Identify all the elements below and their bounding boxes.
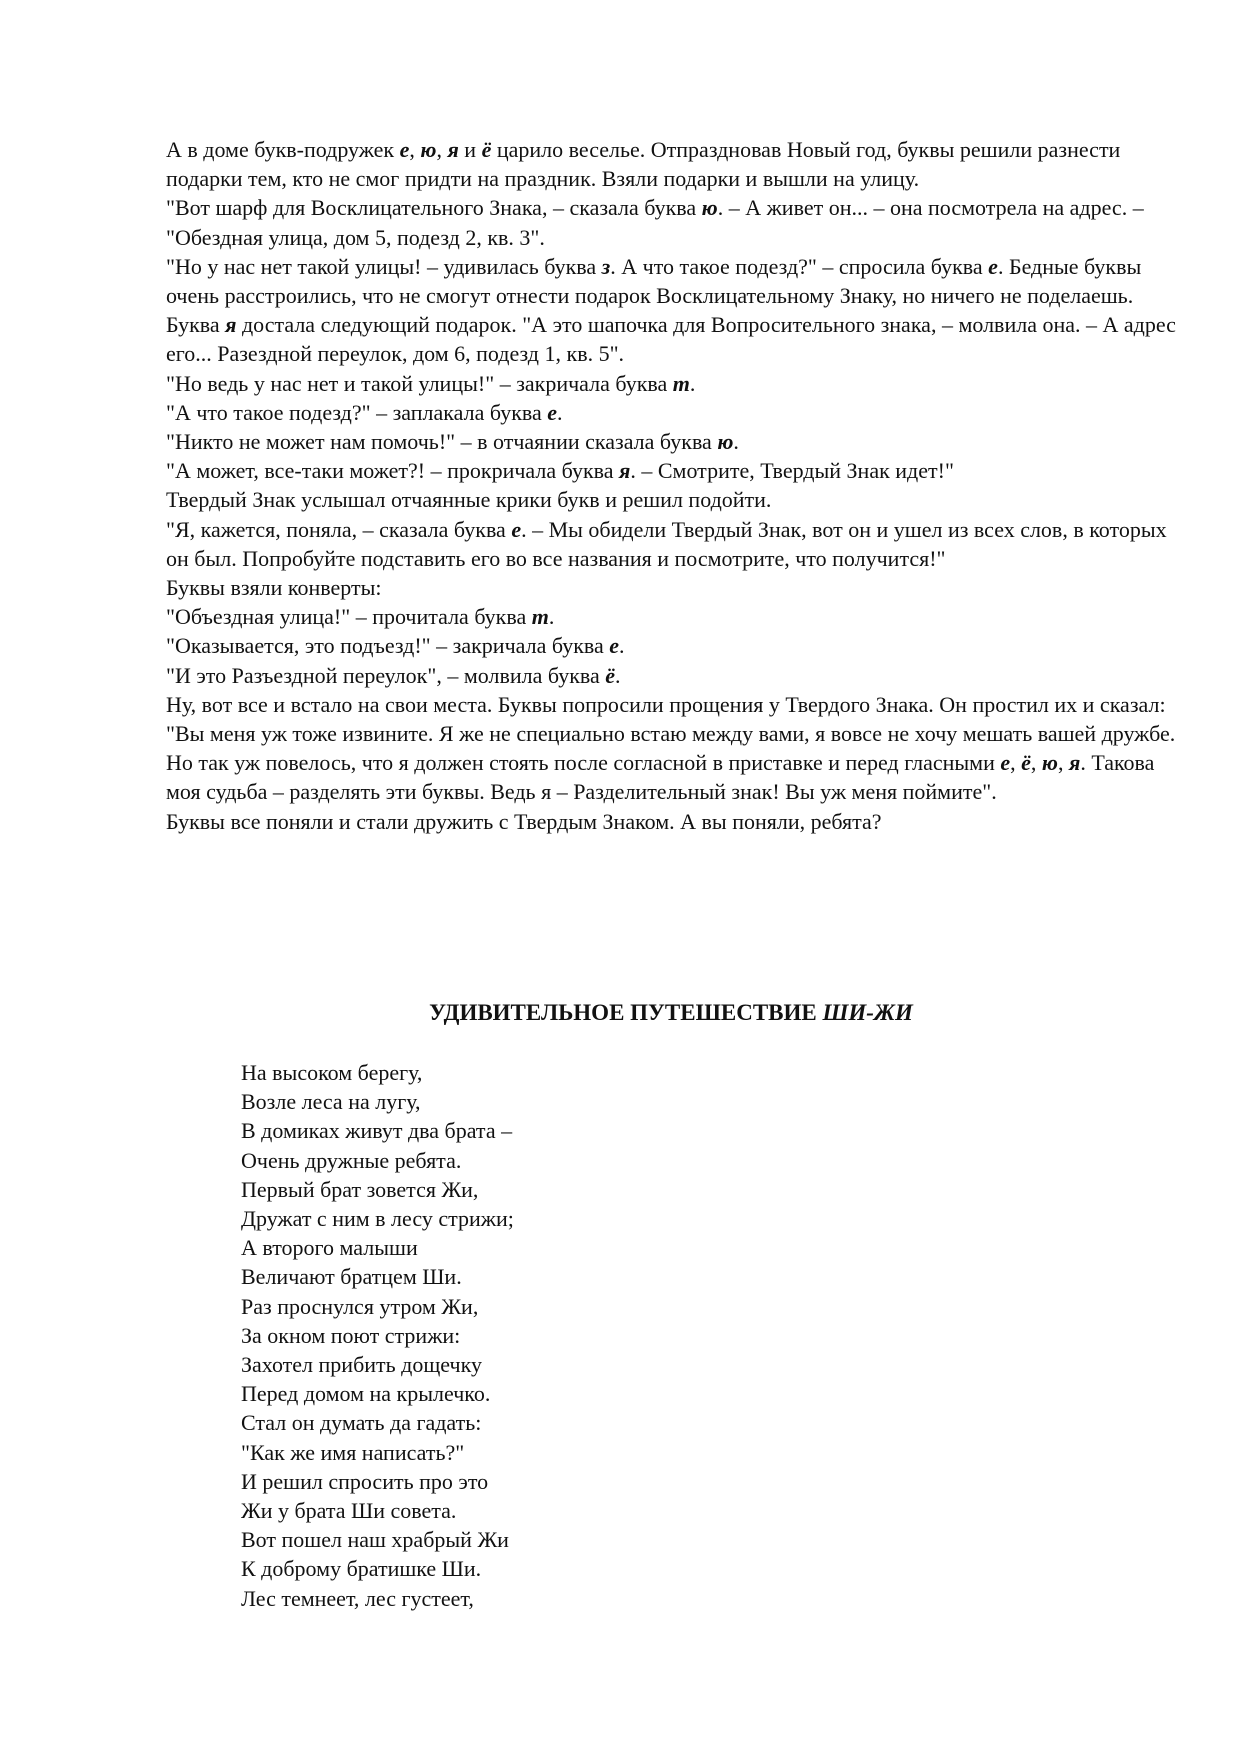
- letter-highlight: е: [609, 633, 620, 659]
- poem-line: Вот пошел наш храбрый Жи: [241, 1527, 509, 1553]
- story-paragraph: Твердый Знак услышал отчаянные крики букв и решил подойти.: [166, 487, 772, 513]
- poem-line: На высоком берегу,: [241, 1060, 423, 1085]
- poem-line: Захотел прибить дощечку: [241, 1352, 482, 1378]
- section-title: [166, 998, 1176, 1028]
- story-paragraph: "А может, все-таки может?! – прокричала буква я. – Смотрите, Твердый Знак идет!": [166, 458, 954, 484]
- poem-line: Первый брат зовется Жи,: [241, 1176, 479, 1202]
- letter-highlight: ё: [605, 662, 616, 688]
- story-paragraph: Буквы все поняли и стали дружить с Твердым Знаком. А вы поняли, ребята?: [166, 808, 882, 834]
- letter-highlight: е: [988, 253, 998, 279]
- letter-highlight: ю: [1041, 750, 1058, 776]
- letter-highlight: я: [1068, 750, 1081, 776]
- letter-highlight: т: [672, 370, 690, 396]
- story-paragraph: А в доме букв-подружек е, ю, я и ё царило веселье. Отпраздновав Новый год, буквы решили разнести подарки тем, кто не смог придти на праздник. Взяли подарки и вышли на улицу.: [166, 137, 1121, 192]
- poem-line: Очень дружные ребята.: [241, 1147, 462, 1173]
- story-paragraph: "Объездная улица!" – прочитала буква т.: [166, 604, 555, 630]
- story-paragraph: Буквы взяли конверты:: [166, 575, 382, 601]
- poem: [241, 1058, 941, 1613]
- poem-line: Дружат с ним в лесу стрижи;: [241, 1206, 514, 1232]
- story-paragraph: Буква я достала следующий подарок. "А это шапочка для Вопросительного знака, – молвила она. – А адрес его... Разездной переулок, дом 6, подезд 1, кв. 5".: [166, 312, 1176, 367]
- poem-line: Возле леса на лугу,: [241, 1089, 421, 1115]
- letter-highlight: я: [447, 137, 459, 162]
- poem-line: Перед домом на крылечко.: [241, 1381, 491, 1407]
- story-text: [166, 135, 1176, 836]
- story-paragraph: "Но у нас нет такой улицы! – удивилась буква з. А что такое подезд?" – спросила буква е. Бедные буквы очень расстроились, что не смогут отнести подарок Восклицательному Знаку, но ничего не поделаешь.: [166, 253, 1142, 309]
- poem-line: В домиках живут два брата –: [241, 1118, 513, 1144]
- story-paragraph: Ну, вот все и встало на свои места. Буквы попросили прощения у Твердого Знака. Он простил их и сказал: "Вы меня уж тоже извините. Я же не специально встаю между вами, я вовсе не хочу мешать вашей дружбе. Но так уж повелось, что я должен стоять после согласной в приставке и перед гласными е, ё, ю, я. Такова моя судьба – разделять эти буквы. Ведь я – Разделительный знак! Вы уж меня поймите".: [166, 691, 1176, 805]
- letter-highlight: з: [601, 253, 611, 279]
- story-paragraph: "И это Разъездной переулок", – молвила буква ё.: [166, 662, 621, 688]
- poem-line: "Как же имя написать?": [241, 1439, 465, 1465]
- letter-highlight: я: [619, 458, 631, 484]
- story-paragraph: "Оказывается, это подъезд!" – закричала буква е.: [166, 633, 625, 659]
- section-title-main: УДИВИТЕЛЬНОЕ ПУТЕШЕСТВИЕ: [429, 1000, 823, 1025]
- story-paragraph: "Я, кажется, поняла, – сказала буква е. – Мы обидели Твердый Знак, вот он и ушел из всех слов, в которых он был. Попробуйте подставить его во все названия и посмотрите, что получится!": [166, 516, 1167, 571]
- story-paragraph: "Никто не может нам помочь!" – в отчаянии сказала буква ю.: [166, 429, 739, 455]
- section-title-emphasis: ШИ-ЖИ: [822, 1000, 913, 1025]
- story-paragraph: "Вот шарф для Восклицательного Знака, – сказала буква ю. – А живет он... – она посмотрела на адрес. – "Обездная улица, дом 5, подезд 2, кв. 3".: [166, 195, 1144, 250]
- poem-line: Стал он думать да гадать:: [241, 1410, 482, 1436]
- poem-line: И решил спросить про это: [241, 1468, 489, 1494]
- poem-line: К доброму братишке Ши.: [241, 1556, 482, 1582]
- letter-highlight: ё: [1021, 750, 1031, 776]
- story-paragraph: "А что такое подезд?" – заплакала буква е.: [166, 399, 563, 425]
- letter-highlight: е: [511, 516, 522, 542]
- poem-line: За окном поют стрижи:: [241, 1322, 461, 1348]
- poem-line: Величают братцем Ши.: [241, 1264, 462, 1290]
- letter-highlight: е: [547, 399, 558, 425]
- letter-highlight: ю: [717, 429, 734, 455]
- letter-highlight: т: [531, 604, 549, 630]
- poem-line: А второго малыши: [241, 1235, 418, 1261]
- poem-line: Раз проснулся утром Жи,: [241, 1293, 479, 1319]
- letter-highlight: е: [1000, 750, 1011, 776]
- letter-highlight: ю: [420, 137, 437, 162]
- letter-highlight: ё: [481, 137, 492, 162]
- story-paragraph: "Но ведь у нас нет и такой улицы!" – закричала буква т.: [166, 370, 696, 396]
- letter-highlight: ю: [701, 195, 718, 221]
- poem-line: Лес темнеет, лес густеет,: [241, 1585, 474, 1611]
- letter-highlight: е: [399, 137, 410, 162]
- poem-line: Жи у брата Ши совета.: [241, 1498, 457, 1524]
- letter-highlight: я: [225, 312, 237, 338]
